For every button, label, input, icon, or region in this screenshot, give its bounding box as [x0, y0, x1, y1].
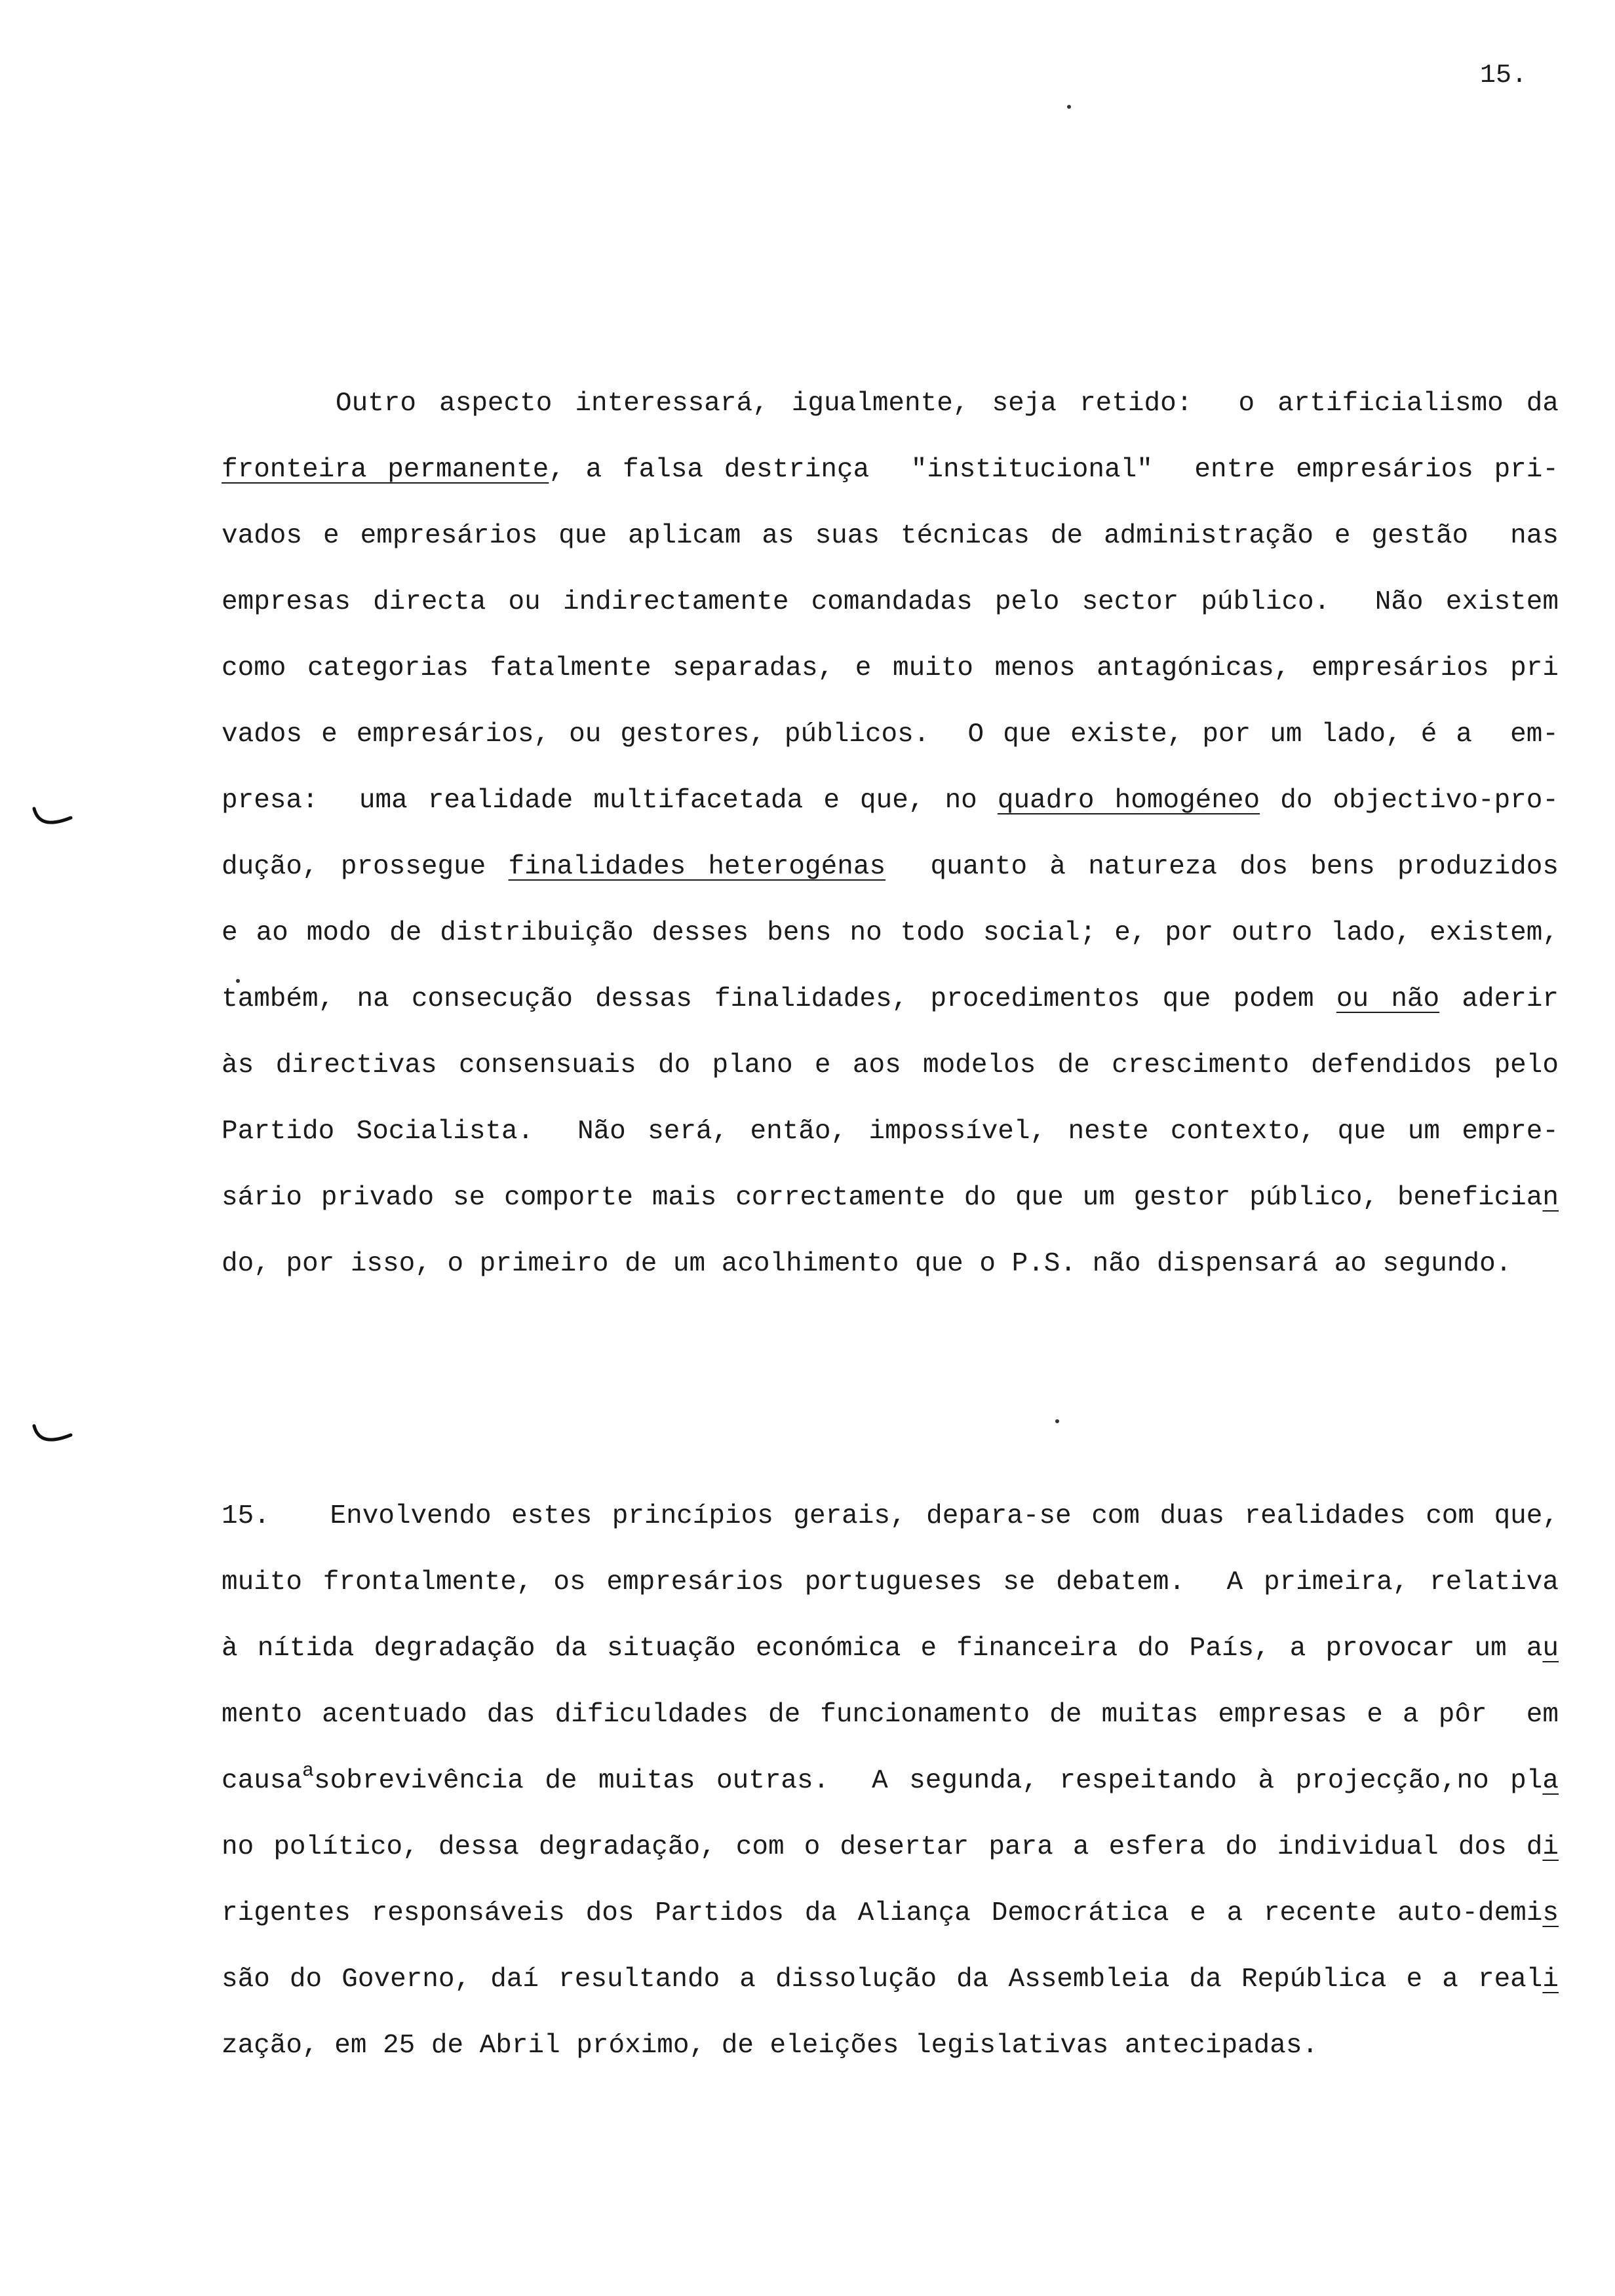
text-segment: do objectivo-pro- [1260, 786, 1559, 816]
text-line [222, 1550, 1559, 1616]
text-segment: vados e empresários, ou gestores, públicos. O que existe, por um lado, é a em- [222, 719, 1559, 750]
underlined-text: u [1542, 1634, 1559, 1664]
underlined-text: i [1542, 1832, 1559, 1862]
text-line [222, 1947, 1559, 2013]
superscript-text: a [302, 1760, 315, 1782]
text-segment: sário privado se comporte mais correctamente do que um gestor público, beneficia [222, 1183, 1543, 1213]
text-line [222, 1682, 1559, 1748]
text-segment: às directivas consensuais do plano e aos modelos de crescimento defendidos pelo [222, 1050, 1559, 1081]
text-line [222, 966, 1559, 1033]
text-line [222, 503, 1559, 569]
text-line [222, 371, 1559, 437]
text-segment: vados e empresários que aplicam as suas técnicas de administração e gestão nas [222, 521, 1559, 551]
underlined-text: ou não [1336, 984, 1440, 1014]
text-line [222, 1231, 1559, 1297]
text-line [222, 1881, 1559, 1947]
text-segment: como categorias fatalmente separadas, e muito menos antagónicas, empresários pri [222, 653, 1559, 683]
body-paragraph [222, 1483, 1559, 2079]
margin-mark [31, 806, 73, 828]
text-segment: dução, prossegue [222, 852, 509, 882]
underlined-text: s [1542, 1898, 1559, 1928]
text-segment: à nítida degradação da situação económica e financeira do País, a provocar um a [222, 1634, 1543, 1664]
text-line [222, 1616, 1559, 1682]
page-number: 15. [1480, 61, 1528, 90]
text-segment: quanto à natureza dos bens produzidos [885, 852, 1559, 882]
margin-mark [31, 1423, 73, 1445]
underlined-text: a [1542, 1766, 1559, 1796]
text-line [222, 834, 1559, 900]
text-line [222, 702, 1559, 768]
text-line [222, 1748, 1559, 1814]
text-line [222, 1814, 1559, 1881]
text-segment: causa [222, 1766, 303, 1796]
scan-speck [1055, 1419, 1059, 1423]
text-segment: empresas directa ou indirectamente comandadas pelo sector público. Não existem [222, 587, 1559, 617]
text-line [222, 569, 1559, 636]
underlined-text: quadro homogéneo [997, 786, 1260, 816]
text-line [222, 437, 1559, 503]
text-segment: mento acentuado das dificuldades de funcionamento de muitas empresas e a pôr em [222, 1700, 1559, 1730]
underlined-text: fronteira permanente [222, 455, 549, 485]
underlined-text: finalidades heterogénas [508, 852, 886, 882]
text-segment: no político, dessa degradação, com o desertar para a esfera do individual dos d [222, 1832, 1543, 1862]
text-segment: são do Governo, daí resultando a dissolução da Assembleia da República e a real [222, 1964, 1543, 1995]
text-segment: , a falsa destrinça "institucional" entre empresários pri- [549, 455, 1559, 485]
text-segment: zação, em 25 de Abril próximo, de eleições legislativas antecipadas. [222, 2031, 1319, 2061]
text-segment: sobrevivência de muitas outras. A segunda, respeitando à projecção,no pl [314, 1766, 1543, 1796]
text-line [222, 1033, 1559, 1099]
text-segment: Outro aspecto interessará, igualmente, seja retido: o artificialismo da [336, 389, 1559, 419]
text-segment: aderir [1439, 984, 1559, 1014]
text-line [222, 768, 1559, 834]
underlined-text: n [1542, 1183, 1559, 1213]
scan-speck [1067, 105, 1071, 109]
text-segment: do, por isso, o primeiro de um acolhimento que o P.S. não dispensará ao segundo. [222, 1249, 1512, 1279]
text-line [222, 900, 1559, 966]
text-segment: rigentes responsáveis dos Partidos da Aliança Democrática e a recente auto-demi [222, 1898, 1543, 1928]
text-segment: Partido Socialista. Não será, então, impossível, neste contexto, que um empre- [222, 1117, 1559, 1147]
body-paragraph [222, 371, 1559, 1297]
text-segment: muito frontalmente, os empresários portugueses se debatem. A primeira, relativa [222, 1567, 1559, 1598]
text-segment: e ao modo de distribuição desses bens no todo social; e, por outro lado, existem, [222, 918, 1559, 948]
text-line [222, 2013, 1559, 2079]
underlined-text: i [1542, 1964, 1559, 1995]
text-line [222, 1165, 1559, 1231]
text-segment: 15. Envolvendo estes princípios gerais, depara-se com duas realidades com que, [222, 1501, 1559, 1531]
text-line [222, 636, 1559, 702]
text-line [222, 1483, 1559, 1550]
text-line [222, 1099, 1559, 1165]
text-segment: presa: uma realidade multifacetada e que, no [222, 786, 998, 816]
text-segment: também, na consecução dessas finalidades, procedimentos que podem [222, 984, 1336, 1014]
